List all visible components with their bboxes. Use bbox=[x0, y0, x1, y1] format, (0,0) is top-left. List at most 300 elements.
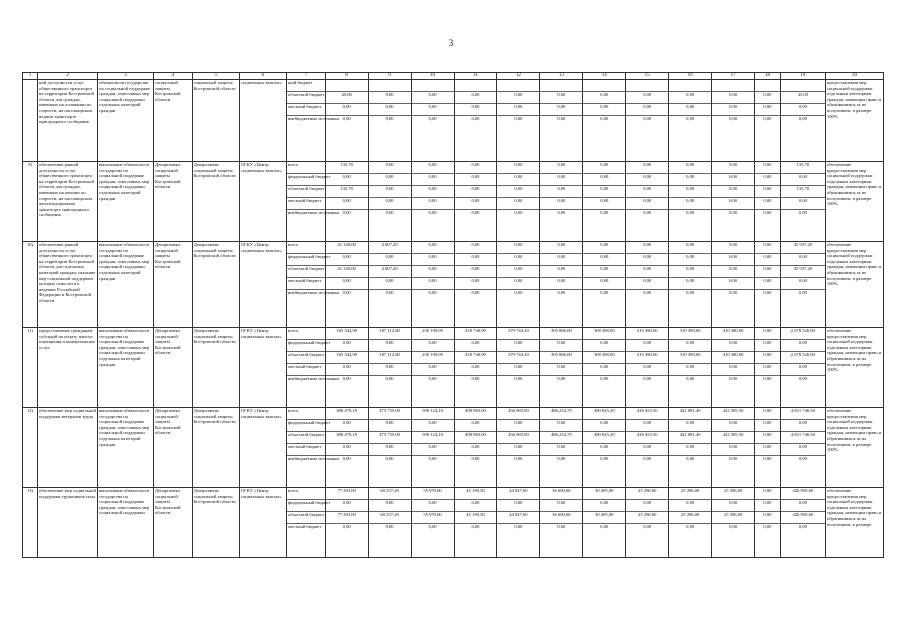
amount-value: 0,00 bbox=[497, 340, 539, 352]
amount-value: 44 947,00 bbox=[497, 488, 539, 500]
funding-source: всего bbox=[287, 408, 325, 420]
amount-value: 0,00 bbox=[497, 444, 539, 456]
amount-value: 0,00 bbox=[669, 266, 711, 278]
amount-value: 0,00 bbox=[557, 116, 566, 121]
year-value-cell bbox=[583, 80, 626, 162]
amount-value: 0,00 bbox=[686, 456, 695, 461]
amount-value: 0,00 bbox=[455, 500, 497, 512]
amount-value: 0,00 bbox=[428, 524, 437, 529]
amount-value: 25 296,00 bbox=[626, 512, 668, 524]
amount-value: 0,00 bbox=[755, 340, 780, 352]
amount-value: 0,00 bbox=[412, 186, 454, 198]
amount-value: 0,00 bbox=[326, 420, 368, 432]
amount-value: 0,00 bbox=[669, 278, 711, 290]
amount-value: 310 380,00 bbox=[626, 328, 668, 340]
expected-result: предоставления мер социальной поддержки отдельным категориям граждан, имеющим право и обратившимся за их получением, в размере 100% bbox=[825, 80, 883, 162]
amount-value: 438 453,50 bbox=[626, 432, 668, 444]
amount-value: 0,00 bbox=[385, 376, 394, 381]
amount-value: 442 385,50 bbox=[712, 432, 754, 444]
executor: социальной защиты Костромской области bbox=[153, 80, 192, 162]
row-number: 10) bbox=[23, 242, 38, 328]
amount-value: 0,00 bbox=[385, 210, 394, 215]
amount-value: 0,00 bbox=[669, 364, 711, 376]
year-value-cell bbox=[368, 328, 411, 408]
amount-value: 0,00 bbox=[497, 92, 539, 104]
amount-value: 0,00 bbox=[626, 364, 668, 376]
amount-value: 0,00 bbox=[540, 254, 582, 266]
amount-value: 0,00 bbox=[369, 500, 411, 512]
funding-source-cell bbox=[287, 80, 340, 162]
amount-value bbox=[326, 80, 368, 92]
year-value-cell bbox=[755, 488, 781, 558]
year-value-cell bbox=[669, 80, 712, 162]
amount-value: 0,00 bbox=[583, 92, 625, 104]
header-cell: 6 bbox=[239, 73, 286, 80]
funding-source: федеральный бюджет bbox=[287, 340, 325, 352]
amount-value: 0,00 bbox=[369, 186, 411, 198]
year-value-cell bbox=[368, 408, 411, 488]
expected-result: обеспечение предоставления мер социальной поддержки отдельным категориям граждан, имеющим право и обратившимся за их получением, в размере 100% bbox=[825, 328, 883, 408]
year-value-cell bbox=[712, 162, 755, 242]
amount-value: 0,00 bbox=[755, 242, 780, 254]
amount-value: 0,00 bbox=[455, 198, 497, 210]
amount-value: 0,00 bbox=[455, 364, 497, 376]
funding-source: внебюджетные источники bbox=[288, 290, 340, 295]
amount-value: 0,00 bbox=[342, 210, 351, 215]
amount-value: 0,00 bbox=[326, 104, 368, 116]
amount-value: 165 344,90 bbox=[326, 352, 368, 364]
header-cell: 18 bbox=[755, 73, 781, 80]
measure-name: обеспечение мер социальной поддержки тружеников тыла bbox=[38, 488, 98, 558]
amount-value: 45,00 bbox=[326, 92, 368, 104]
funding-source: федеральный бюджет bbox=[287, 420, 325, 432]
amount-value: 0,00 bbox=[712, 104, 754, 116]
funding-source: федеральный бюджет bbox=[287, 500, 325, 512]
table-row bbox=[23, 408, 884, 488]
amount-value: 0,00 bbox=[583, 174, 625, 186]
amount-value: 0,00 bbox=[369, 92, 411, 104]
amount-value: 55 970,00 bbox=[412, 512, 454, 524]
amount-value: 0,00 bbox=[669, 420, 711, 432]
header-cell: 7 bbox=[287, 73, 326, 80]
year-value-cell bbox=[454, 80, 497, 162]
amount-value bbox=[755, 80, 780, 92]
amount-value: 0,00 bbox=[755, 500, 780, 512]
amount-value: 0,00 bbox=[583, 104, 625, 116]
funding-source-cell bbox=[287, 488, 331, 558]
year-value-cell bbox=[583, 242, 626, 328]
amount-value: 0,00 bbox=[412, 162, 454, 174]
amount-value: 0,00 bbox=[342, 524, 351, 529]
year-value-cell bbox=[626, 408, 669, 488]
amount-value: 0,00 bbox=[412, 444, 454, 456]
amount-value: 135,70 bbox=[326, 162, 368, 174]
amount-value: 77 293,00 bbox=[326, 512, 368, 524]
amount-value: 0,00 bbox=[326, 174, 368, 186]
year-value-cell bbox=[411, 488, 454, 558]
amount-value: 0,00 bbox=[412, 278, 454, 290]
amount-value: 0,00 bbox=[540, 92, 582, 104]
year-value-cell bbox=[325, 328, 368, 408]
measure-purpose: выполнение обязательств государства по социальной поддержке граждан, отнесенных мер социальной поддержки отдельных категорий граждан bbox=[98, 162, 154, 242]
amount-value: 0,00 bbox=[755, 420, 780, 432]
amount-value: 0,00 bbox=[583, 420, 625, 432]
header-cell: 5 bbox=[192, 73, 239, 80]
amount-value: 0,00 bbox=[712, 174, 754, 186]
amount-value: 0,00 bbox=[455, 162, 497, 174]
amount-value: 4 607,20 bbox=[369, 266, 411, 278]
funding-source-cell bbox=[287, 328, 340, 408]
amount-value: 0,00 bbox=[540, 174, 582, 186]
year-value-cell bbox=[368, 242, 411, 328]
year-value-cell bbox=[780, 488, 825, 558]
funding-source: местный бюджет bbox=[287, 198, 325, 210]
amount-value: 0,00 bbox=[763, 376, 772, 381]
amount-value: 0,00 bbox=[497, 420, 539, 432]
year-value-cell bbox=[755, 328, 781, 408]
expected-result: обеспечение предоставления мер социальной поддержки отдельным категориям граждан, имеющим право и обратившимся за их получением, в размере 100% bbox=[825, 408, 883, 488]
amount-value: 45,00 bbox=[781, 92, 825, 104]
table-row bbox=[23, 80, 884, 162]
amount-value: 308 380,00 bbox=[583, 328, 625, 340]
amount-value: 475 755,00 bbox=[369, 432, 411, 444]
year-value-cell bbox=[411, 80, 454, 162]
amount-value: 0,00 bbox=[798, 456, 807, 461]
amount-value: 60 357,20 bbox=[369, 512, 411, 524]
funding-source: местный бюджет bbox=[287, 364, 325, 376]
amount-value: 0,00 bbox=[729, 210, 738, 215]
year-value-cell bbox=[325, 242, 368, 328]
amount-value: 310 380,00 bbox=[712, 352, 754, 364]
amount-value: 0,00 bbox=[455, 420, 497, 432]
amount-value: 0,00 bbox=[540, 444, 582, 456]
header-cell: 19 bbox=[780, 73, 825, 80]
amount-value: 0,00 bbox=[755, 352, 780, 364]
amount-value: 0,00 bbox=[583, 186, 625, 198]
amount-value: 0,00 bbox=[763, 116, 772, 121]
year-value-cell bbox=[626, 488, 669, 558]
funding-source: местный бюджет bbox=[287, 278, 325, 290]
amount-value bbox=[455, 80, 497, 92]
measure-name: обеспечение равной доступности услуг общественного транспорта на территории Костромской области для отдельных категорий граждан, оказание мер социальной поддержки которых относится к ведению Российской Федерации и Костромской области bbox=[38, 242, 98, 328]
year-value-cell bbox=[780, 80, 825, 162]
amount-value: 0,00 bbox=[540, 340, 582, 352]
amount-value: 0,00 bbox=[686, 210, 695, 215]
table-row bbox=[23, 488, 884, 558]
funding-source: областной бюджет bbox=[287, 266, 325, 278]
customer: Департамент социальной защиты Костромской области bbox=[192, 242, 239, 328]
amount-value: 0,00 bbox=[455, 266, 497, 278]
amount-value: 135,70 bbox=[781, 186, 825, 198]
amount-value bbox=[540, 80, 582, 92]
amount-value: 0,00 bbox=[369, 278, 411, 290]
amount-value: 0,00 bbox=[412, 254, 454, 266]
amount-value: 0,00 bbox=[497, 500, 539, 512]
funding-source: всего bbox=[287, 242, 325, 254]
amount-value: 0,00 bbox=[712, 340, 754, 352]
amount-value: 0,00 bbox=[600, 116, 609, 121]
amount-value: 0,00 bbox=[781, 500, 825, 512]
amount-value bbox=[369, 80, 411, 92]
amount-value: 0,00 bbox=[412, 92, 454, 104]
amount-value: 0,00 bbox=[428, 456, 437, 461]
amount-value: 0,00 bbox=[540, 266, 582, 278]
amount-value: 0,00 bbox=[626, 420, 668, 432]
amount-value bbox=[583, 80, 625, 92]
amount-value: 0,00 bbox=[763, 456, 772, 461]
amount-value: 0,00 bbox=[412, 364, 454, 376]
amount-value: 0,00 bbox=[626, 340, 668, 352]
measure-name: обеспечение равной доступности услуг общественного транспорта на территории Костромской области для граждан, имеющих на пенсию по старости, на пассажирском железнодорожном транспорте пригородного сообщения bbox=[38, 162, 98, 242]
amount-value: 0,00 bbox=[540, 242, 582, 254]
amount-value: 0,00 bbox=[626, 198, 668, 210]
amount-value: 0,00 bbox=[781, 340, 825, 352]
amount-value: 0,00 bbox=[497, 242, 539, 254]
amount-value: 0,00 bbox=[412, 420, 454, 432]
column-number-header bbox=[23, 73, 884, 80]
year-value-cell bbox=[669, 488, 712, 558]
amount-value: 0,00 bbox=[369, 444, 411, 456]
amount-value: 442 385,50 bbox=[712, 408, 754, 420]
amount-value: 45 937,20 bbox=[781, 266, 825, 278]
amount-value bbox=[712, 80, 754, 92]
amount-value: 0,00 bbox=[781, 174, 825, 186]
amount-value: 165 344,90 bbox=[326, 328, 368, 340]
amount-value: 0,00 bbox=[540, 104, 582, 116]
funding-source: федеральный бюджет bbox=[287, 174, 325, 186]
amount-value: 0,00 bbox=[455, 104, 497, 116]
year-value-cell bbox=[583, 328, 626, 408]
funding-source: областной бюджет bbox=[287, 92, 325, 104]
funding-source: областной бюджет bbox=[287, 186, 325, 198]
year-value-cell bbox=[497, 328, 540, 408]
amount-value: 0,00 bbox=[326, 500, 368, 512]
program-table bbox=[22, 72, 884, 558]
amount-value: 0,00 bbox=[471, 456, 480, 461]
amount-value: 442 081,40 bbox=[669, 408, 711, 420]
header-cell: 4 bbox=[153, 73, 192, 80]
amount-value: 490 845,20 bbox=[583, 408, 625, 420]
amount-value: 0,00 bbox=[455, 254, 497, 266]
executor: Департамент социальной защиты Костромской области bbox=[153, 488, 192, 558]
funding-source: всего bbox=[287, 488, 325, 500]
amount-value: 0,00 bbox=[583, 242, 625, 254]
funding-source-cell bbox=[287, 242, 340, 328]
funding-source: местный бюджет bbox=[287, 104, 325, 116]
year-value-cell bbox=[755, 162, 781, 242]
recipient: социальных выплат» bbox=[239, 80, 286, 162]
amount-value: 0,00 bbox=[626, 92, 668, 104]
amount-value: 0,00 bbox=[557, 376, 566, 381]
amount-value: 0,00 bbox=[369, 174, 411, 186]
amount-value: 0,00 bbox=[557, 210, 566, 215]
executor: Департамент социальной защиты Костромской области bbox=[153, 162, 192, 242]
amount-value: 0,00 bbox=[755, 444, 780, 456]
amount-value: 0,00 bbox=[540, 198, 582, 210]
amount-value: 0,00 bbox=[369, 364, 411, 376]
year-value-cell bbox=[497, 242, 540, 328]
amount-value: 0,00 bbox=[326, 198, 368, 210]
amount-value: 0,00 bbox=[369, 162, 411, 174]
amount-value: 0,00 bbox=[497, 198, 539, 210]
amount-value: 0,00 bbox=[497, 364, 539, 376]
year-value-cell bbox=[780, 242, 825, 328]
amount-value: 0,00 bbox=[514, 376, 523, 381]
amount-value: 0,00 bbox=[755, 104, 780, 116]
amount-value: 0,00 bbox=[798, 524, 807, 529]
amount-value: 0,00 bbox=[455, 186, 497, 198]
amount-value: 41 330,00 bbox=[326, 242, 368, 254]
amount-value: 0,00 bbox=[755, 328, 780, 340]
funding-source: областной бюджет bbox=[287, 512, 325, 524]
amount-value: 0,00 bbox=[669, 198, 711, 210]
amount-value: 0,00 bbox=[626, 242, 668, 254]
amount-value: 0,00 bbox=[781, 444, 825, 456]
amount-value: 0,00 bbox=[755, 488, 780, 500]
year-value-cell bbox=[626, 80, 669, 162]
year-value-cell bbox=[454, 328, 497, 408]
amount-value: 250 748,90 bbox=[455, 352, 497, 364]
header-cell: 8 bbox=[325, 73, 368, 80]
amount-value: 25 296,00 bbox=[626, 488, 668, 500]
funding-source: областной бюджет bbox=[287, 352, 325, 364]
amount-value: 0,00 bbox=[557, 290, 566, 295]
amount-value: 305 866,00 bbox=[540, 328, 582, 340]
amount-value: 0,00 bbox=[455, 278, 497, 290]
amount-value bbox=[412, 80, 454, 92]
year-value-cell bbox=[712, 242, 755, 328]
amount-value: 0,00 bbox=[755, 186, 780, 198]
year-value-cell bbox=[497, 162, 540, 242]
amount-value: 0,00 bbox=[755, 174, 780, 186]
amount-value: 0,00 bbox=[626, 444, 668, 456]
year-value-cell bbox=[497, 80, 540, 162]
amount-value: 36 600,00 bbox=[540, 488, 582, 500]
amount-value: 0,00 bbox=[326, 340, 368, 352]
amount-value: 0,00 bbox=[686, 376, 695, 381]
measure-name: ной доступности услуг общественного транспорта на территории Костромской области для граждан, имеющих на основании по старости, на пассажирском водном транспорте пригородного сообщения bbox=[38, 80, 98, 162]
amount-value: 30 495,00 bbox=[583, 512, 625, 524]
year-value-cell bbox=[454, 488, 497, 558]
amount-value: 0,00 bbox=[514, 290, 523, 295]
amount-value: 0,00 bbox=[514, 524, 523, 529]
amount-value: 0,00 bbox=[471, 210, 480, 215]
amount-value: 0,00 bbox=[412, 174, 454, 186]
amount-value: 0,00 bbox=[643, 116, 652, 121]
amount-value: 0,00 bbox=[626, 500, 668, 512]
year-value-cell bbox=[626, 162, 669, 242]
amount-value: 0,00 bbox=[626, 186, 668, 198]
year-value-cell bbox=[626, 242, 669, 328]
executor: Департамент социальной защиты Костромской области bbox=[153, 242, 192, 328]
amount-value: 0,00 bbox=[497, 104, 539, 116]
amount-value: 0,00 bbox=[540, 162, 582, 174]
amount-value: 0,00 bbox=[729, 376, 738, 381]
year-value-cell bbox=[454, 408, 497, 488]
expected-result: обеспечение предоставления мер социальной поддержки отдельным категориям граждан, имеющим право и обратившимся за их получением, в размере 100% bbox=[825, 162, 883, 242]
amount-value: 0,00 bbox=[326, 278, 368, 290]
amount-value bbox=[781, 80, 825, 92]
amount-value: 0,00 bbox=[342, 290, 351, 295]
amount-value: 0,00 bbox=[600, 456, 609, 461]
amount-value: 0,00 bbox=[471, 290, 480, 295]
funding-source: местный бюджет bbox=[287, 444, 325, 456]
amount-value: 0,00 bbox=[626, 266, 668, 278]
amount-value: 0,00 bbox=[712, 254, 754, 266]
amount-value: 490 479,10 bbox=[326, 408, 368, 420]
measure-purpose: выполнение обязательств государства по социальной поддержке граждан, отнесенных мер социальной поддержки отдельных категорий граждан bbox=[98, 408, 154, 488]
header-cell: 9 bbox=[368, 73, 411, 80]
year-value-cell bbox=[540, 242, 583, 328]
amount-value: 0,00 bbox=[643, 210, 652, 215]
year-value-cell bbox=[497, 488, 540, 558]
table-row bbox=[23, 162, 884, 242]
amount-value: 0,00 bbox=[669, 444, 711, 456]
amount-value: 0,00 bbox=[540, 500, 582, 512]
amount-value: 0,00 bbox=[626, 162, 668, 174]
amount-value: 230 190,00 bbox=[412, 352, 454, 364]
amount-value: 0,00 bbox=[342, 456, 351, 461]
amount-value: 0,00 bbox=[669, 174, 711, 186]
amount-value: 310 380,00 bbox=[669, 328, 711, 340]
amount-value: 0,00 bbox=[755, 364, 780, 376]
year-value-cell bbox=[583, 408, 626, 488]
amount-value: 0,00 bbox=[514, 456, 523, 461]
amount-value: 0,00 bbox=[583, 254, 625, 266]
amount-value: 0,00 bbox=[712, 420, 754, 432]
amount-value: 4 607,20 bbox=[369, 242, 411, 254]
year-value-cell bbox=[669, 328, 712, 408]
amount-value: 0,00 bbox=[712, 364, 754, 376]
amount-value: 0,00 bbox=[626, 254, 668, 266]
amount-value: 0,00 bbox=[686, 290, 695, 295]
amount-value: 0,00 bbox=[781, 254, 825, 266]
amount-value: 279 744,30 bbox=[497, 352, 539, 364]
year-value-cell bbox=[712, 488, 755, 558]
measure-name: предоставление гражданам субсидий на оплату жилого помещения и коммунальных услуг bbox=[38, 328, 98, 408]
amount-value: 25 396,00 bbox=[669, 488, 711, 500]
year-value-cell bbox=[368, 162, 411, 242]
year-value-cell bbox=[712, 408, 755, 488]
amount-value: 0,00 bbox=[643, 290, 652, 295]
page-number: 3 bbox=[448, 38, 454, 48]
amount-value: 0,00 bbox=[712, 266, 754, 278]
amount-value: 0,00 bbox=[669, 186, 711, 198]
amount-value: 0,00 bbox=[763, 524, 772, 529]
amount-value: 305 866,00 bbox=[540, 352, 582, 364]
year-value-cell bbox=[325, 162, 368, 242]
amount-value: 0,00 bbox=[428, 116, 437, 121]
year-value-cell bbox=[626, 328, 669, 408]
amount-value: 0,00 bbox=[326, 364, 368, 376]
amount-value: 0,00 bbox=[540, 278, 582, 290]
amount-value: 0,00 bbox=[428, 290, 437, 295]
amount-value: 0,00 bbox=[412, 500, 454, 512]
header-cell: 15 bbox=[626, 73, 669, 80]
amount-value bbox=[626, 80, 668, 92]
amount-value: 0,00 bbox=[583, 444, 625, 456]
year-value-cell bbox=[669, 242, 712, 328]
customer: Департамент социальной защиты Костромской области bbox=[192, 162, 239, 242]
amount-value: 0,00 bbox=[557, 456, 566, 461]
amount-value: 408 983,00 bbox=[455, 432, 497, 444]
amount-value: 0,00 bbox=[428, 210, 437, 215]
amount-value: 0,00 bbox=[326, 254, 368, 266]
funding-source: внебюджетные источники bbox=[288, 116, 340, 121]
amount-value: 0,00 bbox=[369, 420, 411, 432]
customer: социальной защиты Костромской области bbox=[192, 80, 239, 162]
executor: Департамент социальной защиты Костромской области bbox=[153, 408, 192, 488]
